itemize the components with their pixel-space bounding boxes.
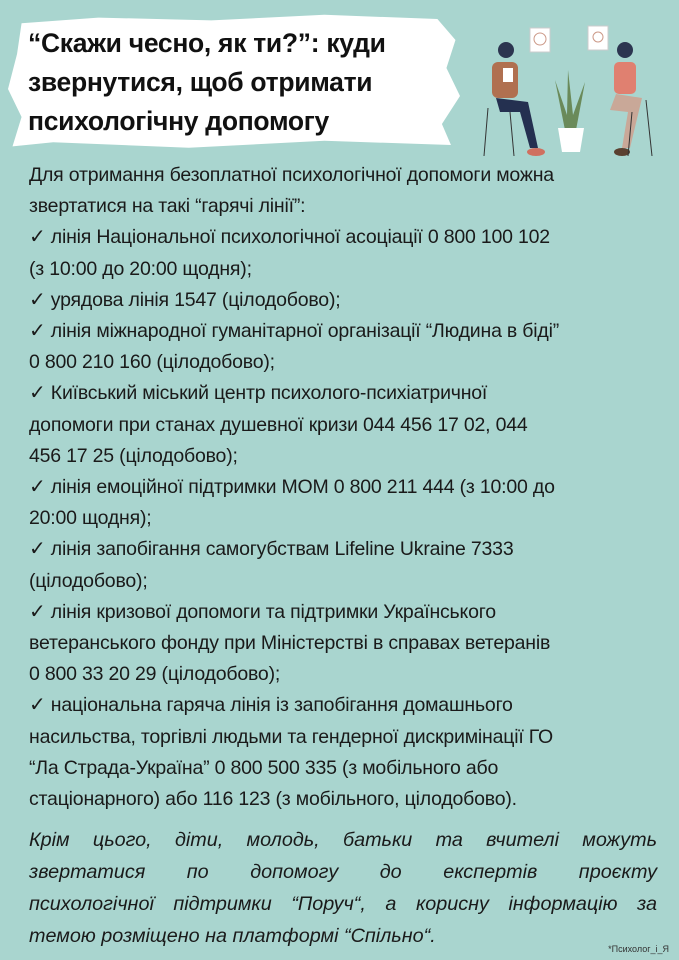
title-line: “Скажи чесно, як ти?”: куди bbox=[28, 28, 386, 58]
hotline-text-content: національна гаряча лінія із запобігання домашнього bbox=[50, 694, 513, 717]
hotline-text bbox=[29, 784, 659, 815]
hotlines-section bbox=[29, 160, 659, 815]
hotline-text bbox=[29, 753, 659, 784]
additional-info-note bbox=[29, 824, 657, 952]
intro-text: звертатися на такі “гарячі лінії”: bbox=[29, 195, 306, 218]
hotline-text bbox=[29, 597, 659, 628]
hotline-text bbox=[29, 503, 659, 534]
hotline-text-content: 456 17 25 (цілодобово); bbox=[29, 444, 238, 467]
hotline-text-content: ветеранського фонду при Міністерстві в справах ветеранів bbox=[29, 632, 551, 655]
hotline-text-content: лінія запобігання самогубствам Lifeline Ukraine 7333 bbox=[50, 538, 514, 561]
hotline-item bbox=[29, 316, 659, 378]
hotline-text-content: насильства, торгівлі людьми та гендерної дискримінації ГО bbox=[29, 725, 554, 748]
note-line: психологічної підтримки “Поруч“, а корисну інформацію за bbox=[29, 893, 657, 915]
title-line: психологічну допомогу bbox=[28, 106, 329, 136]
hotline-item bbox=[29, 690, 659, 815]
hotline-text bbox=[29, 472, 659, 503]
hotline-text bbox=[29, 690, 659, 721]
hotline-text bbox=[29, 254, 659, 285]
hotline-text bbox=[29, 659, 659, 690]
hotline-text-content: 0 800 33 20 29 (цілодобово); bbox=[29, 663, 281, 686]
source-credit: *Психолог_і_Я bbox=[608, 944, 669, 954]
hotline-text bbox=[29, 316, 659, 347]
hotline-text-content: 0 800 210 160 (цілодобово); bbox=[29, 351, 275, 374]
hotline-text-content: стаціонарного) або 116 123 (з мобільного, цілодобово). bbox=[29, 788, 517, 811]
checkmark-icon: ✓ bbox=[29, 226, 46, 249]
hotline-text bbox=[29, 441, 659, 472]
hotline-item bbox=[29, 472, 659, 534]
hotline-text bbox=[29, 347, 659, 378]
hotline-text-content: Київський міський центр психолого-психіатричної bbox=[50, 382, 488, 405]
checkmark-icon: ✓ bbox=[29, 476, 46, 499]
checkmark-icon: ✓ bbox=[29, 600, 46, 623]
title-line: звернутися, щоб отримати bbox=[28, 67, 373, 97]
hotline-text bbox=[29, 222, 659, 253]
hotline-text-content: “Ла Страда-Україна” 0 800 500 335 (з мобільного або bbox=[29, 756, 499, 779]
checkmark-icon: ✓ bbox=[29, 382, 46, 405]
hotline-text-content: лінія міжнародної гуманітарної організації “Людина в біді” bbox=[50, 320, 560, 343]
hotline-text-content: лінія Національної психологічної асоціації 0 800 100 102 bbox=[50, 226, 550, 249]
hotline-item bbox=[29, 534, 659, 596]
checkmark-icon: ✓ bbox=[29, 320, 46, 343]
hotline-text-content: допомоги при станах душевної кризи 044 456 17 02, 044 bbox=[29, 413, 528, 436]
hotline-item bbox=[29, 285, 659, 316]
hotline-item bbox=[29, 378, 659, 472]
hotline-list bbox=[29, 222, 659, 815]
hotline-text bbox=[29, 285, 659, 316]
therapy-session-illustration bbox=[470, 20, 670, 160]
hotline-text-content: лінія емоційної підтримки МОМ 0 800 211 444 (з 10:00 до bbox=[50, 476, 555, 499]
checkmark-icon: ✓ bbox=[29, 288, 46, 311]
note-line: темою розміщено на платформі “Спільно“. bbox=[29, 925, 436, 947]
hotline-text-content: (цілодобово); bbox=[29, 569, 148, 592]
hotline-text-content: лінія кризової допомоги та підтримки Українського bbox=[50, 600, 496, 623]
hotline-text bbox=[29, 410, 659, 441]
note-line: звертатися по допомогу до експертів проєкту bbox=[29, 861, 657, 883]
checkmark-icon: ✓ bbox=[29, 538, 46, 561]
intro-text: Для отримання безоплатної психологічної допомоги можна bbox=[29, 164, 554, 186]
checkmark-icon: ✓ bbox=[29, 694, 46, 717]
hotline-text-content: урядова лінія 1547 (цілодобово); bbox=[50, 288, 341, 311]
hotline-item bbox=[29, 597, 659, 691]
hotline-text bbox=[29, 722, 659, 753]
page-title bbox=[28, 24, 386, 141]
hotline-text bbox=[29, 534, 659, 565]
hotline-text bbox=[29, 566, 659, 597]
hotline-item bbox=[29, 222, 659, 284]
note-line: Крім цього, діти, молодь, батьки та вчителі можуть bbox=[29, 829, 657, 851]
hotline-text-content: (з 10:00 до 20:00 щодня); bbox=[29, 257, 252, 280]
hotline-text-content: 20:00 щодня); bbox=[29, 507, 152, 530]
hotline-text bbox=[29, 628, 659, 659]
hotline-text bbox=[29, 378, 659, 409]
